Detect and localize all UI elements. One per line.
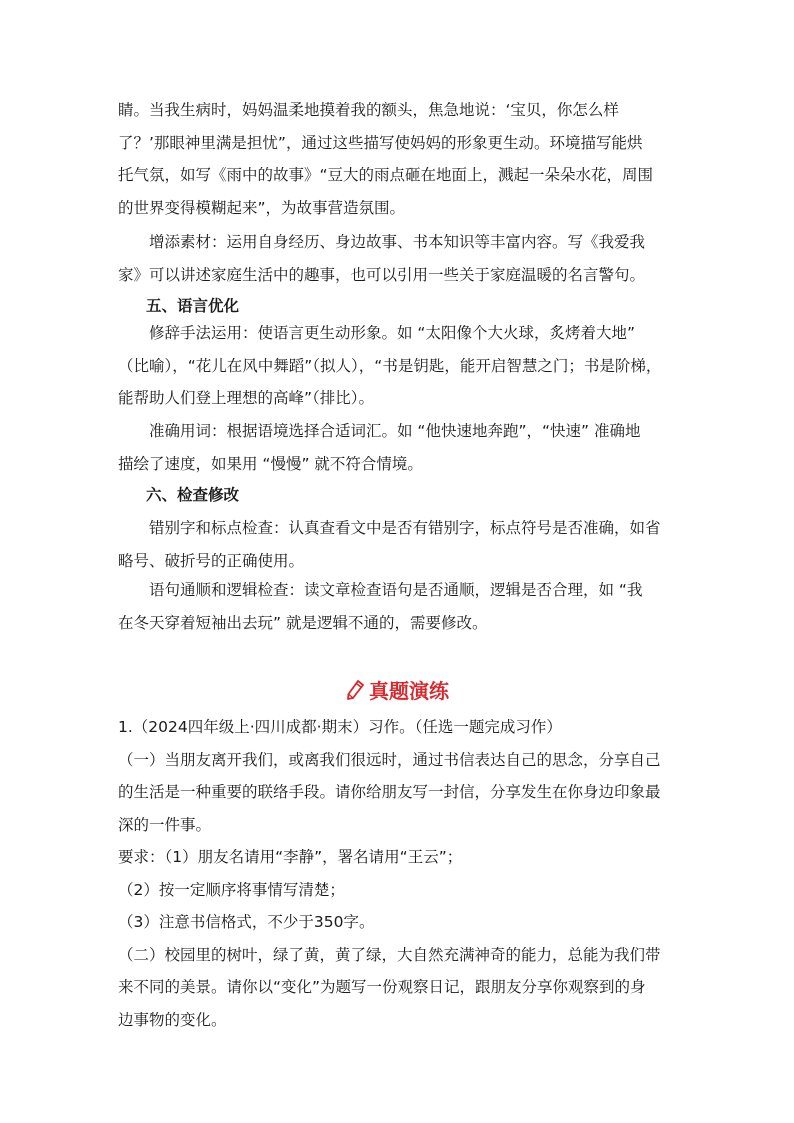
text-line: 准确用词：根据语境选择合适词汇。如 “他快速地奔跑”，“快速” 准确地 xyxy=(118,422,641,440)
paragraph-character-environment xyxy=(118,94,678,224)
text-line: 了？’那眼神里满是担忧”，通过这些描写使妈妈的形象更生动。环境描写能烘 xyxy=(118,133,643,152)
text-line: 修辞手法运用：使语言更生动形象。如 “太阳像个大火球，炙烤着大地” xyxy=(118,324,635,342)
section-title-bar xyxy=(0,675,794,705)
section-heading-language: 五、语言优化 xyxy=(146,297,240,315)
text-line: 语句通顺和逻辑检查：读文章检查语句是否通顺，逻辑是否合理，如 “我 xyxy=(118,581,643,599)
paragraph-word-choice xyxy=(118,415,678,480)
paragraph-rhetoric xyxy=(118,317,678,415)
text-line: 错别字和标点检查：认真查看文中是否有错别字，标点符号是否准确，如省 xyxy=(118,519,661,537)
question-line: 要求：（1）朋友名请用“李静”，署名请用“王云”； xyxy=(118,848,463,866)
text-line: （比喻），“花儿在风中舞蹈”（拟人），“书是钥匙，能开启智慧之门；书是阶梯， xyxy=(118,356,662,375)
text-line: 在冬天穿着短袖出去玩” 就是逻辑不通的，需要修改。 xyxy=(118,613,488,632)
section-title-text: 真题演练 xyxy=(369,679,449,703)
text-line: 能帮助人们登上理想的高峰”（排比）。 xyxy=(118,389,375,407)
question-line: （3）注意书信格式，不少于350字。 xyxy=(118,913,375,931)
exam-question xyxy=(118,711,678,1036)
text-line: 托气氛，如写《雨中的故事》“豆大的雨点砸在地面上，溅起一朵朵水花，周围 xyxy=(118,166,654,184)
question-line: （2）按一定顺序将事情写清楚； xyxy=(118,880,345,899)
paragraph-add-material xyxy=(118,226,678,291)
question-line: 的生活是一种重要的联络手段。请你给朋友写一封信，分享发生在你身边印象最 xyxy=(118,783,661,801)
question-line: 1.（2024四年级上·四川成都·期末）习作。（任选一题完成习作） xyxy=(118,718,562,736)
question-line: 边事物的变化。 xyxy=(118,1010,227,1029)
section-title xyxy=(345,675,449,704)
text-line: 睛。当我生病时，妈妈温柔地摸着我的额头，焦急地说：‘宝贝，你怎么样 xyxy=(118,101,619,119)
section-heading-review: 六、检查修改 xyxy=(146,486,240,504)
question-line: 深的一件事。 xyxy=(118,815,212,834)
text-line: 略号、破折号的正确使用。 xyxy=(118,551,305,570)
question-line: （二）校园里的树叶，绿了黄，黄了绿，大自然充满神奇的能力，总能为我们带 xyxy=(118,945,661,964)
text-line: 增添素材：运用自身经历、身边故事、书本知识等丰富内容。写《我爱我 xyxy=(118,233,646,251)
text-line: 家》可以讲述家庭生活中的趣事，也可以引用一些关于家庭温暖的名言警句。 xyxy=(118,265,646,284)
paragraph-logic-check xyxy=(118,574,678,639)
question-line: （一）当朋友离开我们，或离我们很远时，通过书信表达自己的思念，分享自己 xyxy=(118,750,661,769)
pencil-icon xyxy=(345,679,365,701)
paragraph-typo-check xyxy=(118,512,678,577)
text-line: 的世界变得模糊起来”，为故事营造氛围。 xyxy=(118,198,406,217)
text-line: 描绘了速度，如果用 “慢慢” 就不符合情境。 xyxy=(118,454,423,473)
question-line: 来不同的美景。请你以“变化”为题写一份观察日记，跟朋友分享你观察到的身 xyxy=(118,978,646,996)
